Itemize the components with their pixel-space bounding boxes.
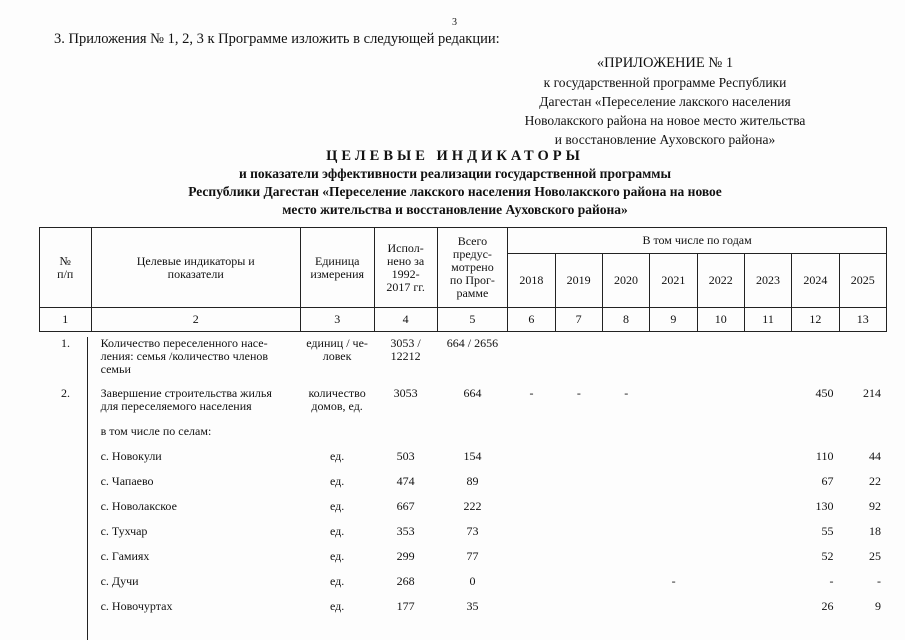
row-indicator: в том числе по селам:: [100, 424, 212, 438]
row-year-value: [745, 550, 792, 575]
heading-line: Республики Дагестан «Переселение лакского населения Новолакского района на новое: [188, 184, 722, 199]
row-year-value: 92: [869, 499, 881, 513]
indicators-table-header: [39, 227, 887, 332]
row-executed: 503: [396, 449, 415, 463]
row-year-value: [839, 425, 887, 450]
row-unit: ед.: [329, 599, 345, 613]
row-year-value: [650, 525, 697, 550]
document-heading: [140, 147, 770, 219]
row-number: [39, 450, 91, 475]
column-index-cell: 1: [40, 308, 92, 332]
row-year-value: [555, 450, 602, 475]
table-row: [39, 387, 887, 425]
row-year-value: [745, 387, 792, 425]
row-year-value: [508, 550, 555, 575]
column-index-cell: 6: [508, 308, 555, 332]
row-year-value: [650, 550, 697, 575]
row-year-value: [603, 337, 650, 387]
row-year-value: [839, 337, 887, 387]
annex-block: [495, 54, 835, 149]
table-row: [39, 337, 887, 387]
row-year-value: [697, 600, 744, 625]
table-row: [39, 425, 887, 450]
row-executed: 667: [396, 499, 415, 513]
row-indicator: с. Новокули: [100, 449, 162, 463]
page-number: 3: [452, 17, 457, 28]
row-year-value: 110: [815, 449, 834, 463]
row-total: 664 / 2656: [446, 336, 499, 350]
row-year-value: [650, 475, 697, 500]
header-exec: Испол- нено за 1992- 2017 гг.: [374, 228, 437, 308]
row-number: [39, 550, 91, 575]
row-year-value: [745, 525, 792, 550]
column-divider: [87, 337, 88, 640]
row-year-value: [508, 450, 555, 475]
row-unit: ед.: [329, 549, 345, 563]
header-year: 2020: [602, 254, 649, 308]
row-year-value: [555, 475, 602, 500]
row-year-value: -: [829, 574, 834, 588]
row-year-value: [603, 425, 650, 450]
column-index-cell: 4: [374, 308, 437, 332]
row-year-value: [792, 425, 839, 450]
row-year-value: [745, 475, 792, 500]
row-total: 89: [466, 474, 479, 488]
row-year-value: 18: [869, 524, 881, 538]
row-year-value: 55: [821, 524, 834, 538]
row-year-value: [745, 337, 792, 387]
row-unit: ед.: [329, 474, 345, 488]
row-year-value: [508, 500, 555, 525]
row-year-value: [603, 475, 650, 500]
header-year: 2024: [792, 254, 839, 308]
row-year-value: [508, 425, 555, 450]
row-year-value: [603, 525, 650, 550]
table-row: [39, 550, 887, 575]
row-year-value: [603, 600, 650, 625]
row-year-value: 214: [863, 386, 881, 400]
row-indicator: с. Чапаево: [100, 474, 154, 488]
row-total: 664: [463, 386, 482, 400]
column-index-cell: 3: [300, 308, 374, 332]
column-index-cell: 9: [650, 308, 697, 332]
table-row: [39, 475, 887, 500]
row-number: [39, 500, 91, 525]
header-total: Всего предус- мотрено по Прог- рамме: [437, 228, 507, 308]
row-indicator: с. Дучи: [100, 574, 139, 588]
row-executed: 474: [396, 474, 415, 488]
row-year-value: [697, 525, 744, 550]
header-year: 2023: [744, 254, 791, 308]
row-executed: 3053 / 12212: [390, 336, 421, 363]
row-executed: 177: [396, 599, 415, 613]
row-year-value: [697, 575, 744, 600]
row-year-value: [555, 525, 602, 550]
row-total: 73: [466, 524, 479, 538]
row-year-value: [650, 425, 697, 450]
row-year-value: [745, 450, 792, 475]
header-year: 2025: [839, 254, 886, 308]
row-number: [39, 575, 91, 600]
row-unit: ед.: [329, 574, 345, 588]
row-unit: ед.: [329, 524, 345, 538]
row-year-value: [508, 600, 555, 625]
row-year-value: 9: [875, 599, 881, 613]
row-year-value: [555, 500, 602, 525]
row-year-value: 450: [815, 386, 834, 400]
row-year-value: [697, 425, 744, 450]
column-index-cell: 7: [555, 308, 602, 332]
column-index-cell: 10: [697, 308, 744, 332]
row-year-value: [603, 575, 650, 600]
row-year-value: [697, 475, 744, 500]
row-year-value: [650, 600, 697, 625]
header-years-group: В том числе по годам: [508, 228, 887, 254]
row-year-value: [555, 575, 602, 600]
table-row: [39, 500, 887, 525]
row-number: [39, 425, 91, 450]
row-year-value: [745, 600, 792, 625]
row-number: [39, 475, 91, 500]
row-year-value: -: [529, 386, 534, 400]
row-indicator: с. Гамиях: [100, 549, 150, 563]
row-year-value: [508, 525, 555, 550]
row-year-value: [697, 450, 744, 475]
header-unit: Единица измерения: [300, 228, 374, 308]
row-unit: ед.: [329, 449, 345, 463]
header-year: 2022: [697, 254, 744, 308]
row-year-value: [745, 425, 792, 450]
annex-title: «ПРИЛОЖЕНИЕ № 1: [596, 55, 734, 71]
column-index-cell: 2: [91, 308, 300, 332]
row-number: [39, 525, 91, 550]
column-index-cell: 8: [602, 308, 649, 332]
row-executed: 353: [396, 524, 415, 538]
column-index-cell: 12: [792, 308, 839, 332]
row-year-value: [745, 575, 792, 600]
row-year-value: [792, 337, 839, 387]
row-executed: 3053: [393, 386, 418, 400]
row-total: 0: [469, 574, 476, 588]
row-unit: единиц / че- ловек: [306, 336, 368, 363]
annex-line: к государственной программе Республики: [543, 75, 787, 90]
header-year: 2019: [555, 254, 602, 308]
row-year-value: [745, 500, 792, 525]
row-year-value: 26: [821, 599, 834, 613]
heading-line: место жительства и восстановление Ауховского района»: [282, 202, 628, 217]
row-total: 154: [463, 449, 482, 463]
row-year-value: [697, 500, 744, 525]
intro-text: 3. Приложения № 1, 2, 3 к Программе изложить в следующей редакции:: [54, 31, 500, 47]
row-year-value: -: [624, 386, 629, 400]
header-num: № п/п: [40, 228, 92, 308]
row-executed: 268: [396, 574, 415, 588]
row-year-value: -: [576, 386, 581, 400]
row-number: 1.: [61, 336, 70, 350]
row-indicator: с. Новочуртах: [100, 599, 173, 613]
row-unit: количество домов, ед.: [308, 386, 366, 413]
indicators-table-body: [39, 337, 887, 625]
row-year-value: [697, 550, 744, 575]
row-executed: 299: [396, 549, 415, 563]
row-year-value: [508, 575, 555, 600]
row-year-value: 25: [869, 549, 881, 563]
row-year-value: [697, 337, 744, 387]
column-index-cell: 5: [437, 308, 507, 332]
row-total: 35: [466, 599, 479, 613]
row-year-value: 67: [821, 474, 834, 488]
row-total: 222: [463, 499, 482, 513]
row-indicator: с. Новолакское: [100, 499, 177, 513]
header-year: 2021: [650, 254, 697, 308]
table-row: [39, 600, 887, 625]
row-year-value: 130: [815, 499, 834, 513]
row-year-value: 44: [869, 449, 881, 463]
row-year-value: 22: [869, 474, 881, 488]
heading-main: ЦЕЛЕВЫЕ ИНДИКАТОРЫ: [326, 148, 584, 164]
row-indicator: Количество переселенного насе- ления: семья /количество членов семьи: [100, 336, 269, 376]
column-index-cell: 11: [744, 308, 791, 332]
row-year-value: [650, 500, 697, 525]
row-indicator: с. Тухчар: [100, 524, 148, 538]
row-year-value: [555, 425, 602, 450]
row-executed: [374, 425, 437, 450]
annex-line: Дагестан «Переселение лакского населения: [539, 94, 791, 109]
row-year-value: [508, 337, 555, 387]
row-year-value: [555, 550, 602, 575]
row-unit: ед.: [329, 499, 345, 513]
table-row: [39, 575, 887, 600]
row-total: 77: [466, 549, 479, 563]
annex-line: Новолакского района на новое место жительства: [524, 113, 806, 128]
row-year-value: [555, 337, 602, 387]
row-number: 2.: [61, 386, 70, 400]
header-name: Целевые индикаторы и показатели: [91, 228, 300, 308]
row-unit: [300, 425, 374, 450]
row-year-value: [508, 475, 555, 500]
row-total: [437, 425, 508, 450]
row-year-value: 52: [821, 549, 834, 563]
row-year-value: [697, 387, 744, 425]
column-index-cell: 13: [839, 308, 886, 332]
row-year-value: -: [877, 574, 881, 588]
table-row: [39, 450, 887, 475]
row-number: [39, 600, 91, 625]
row-year-value: [555, 600, 602, 625]
row-year-value: [650, 450, 697, 475]
table-row: [39, 525, 887, 550]
row-year-value: [603, 550, 650, 575]
row-year-value: [650, 387, 697, 425]
row-indicator: Завершение строительства жилья для переселяемого населения: [100, 386, 272, 413]
row-year-value: [650, 337, 697, 387]
row-year-value: [603, 500, 650, 525]
row-year-value: [603, 450, 650, 475]
header-year: 2018: [508, 254, 555, 308]
heading-line: и показатели эффективности реализации государственной программы: [238, 166, 672, 181]
row-year-value: -: [671, 574, 676, 588]
annex-line: и восстановление Ауховского района»: [554, 132, 776, 147]
